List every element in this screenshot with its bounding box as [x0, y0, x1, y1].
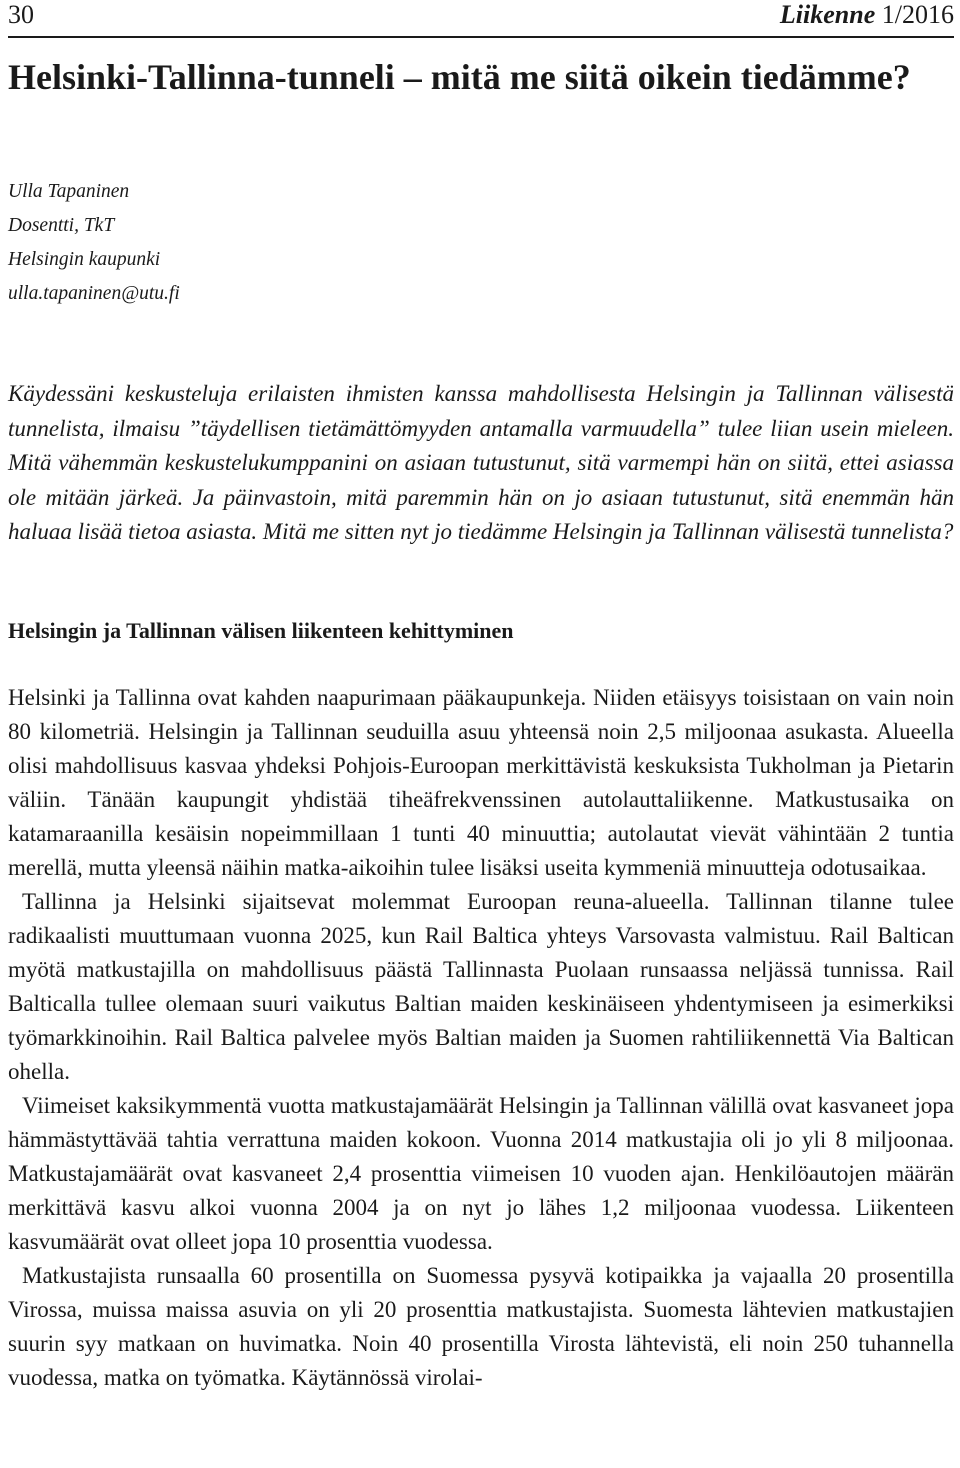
journal-issue	[780, 0, 954, 30]
body-paragraph: Tallinna ja Helsinki sijaitsevat molemmat Euroopan reuna-alueella. Tallinnan tilanne tulee radikaalisti muuttumaan vuonna 2025, kun Rail Baltica yhteys Varsovasta valmistuu. Rail Baltican myötä matkustajilla on mahdollisuus päästä Tallinnasta Puolaan runsaassa neljässä tunnissa. Rail Balticalla tullee olemaan suuri vaikutus Baltian maiden keskinäiseen yhdentymiseen ja esimerkiksi työmarkkinoihin. Rail Baltica palvelee myös Baltian maiden ja Suomen rahtiliikennettä Via Baltican ohella.	[8, 889, 954, 1084]
body-paragraph: Viimeiset kaksikymmentä vuotta matkustajamäärät Helsingin ja Tallinnan välillä ovat kasvaneet jopa hämmästyttävää tahtia verrattuna maiden kokoon. Vuonna 2014 matkustajia oli jo yli 8 miljoonaa. Matkustajamäärät ovat kasvaneet 2,4 prosenttia viimeisen 10 vuoden ajan. Henkilöautojen määrän merkittävä kasvu alkoi vuonna 2004 ja on nyt jo lähes 1,2 miljoonaa vuodessa. Liikenteen kasvumäärät ovat olleet jopa 10 prosenttia vuodessa.	[8, 1093, 954, 1254]
journal-name: Liikenne	[779, 0, 876, 29]
abstract: Käydessäni keskusteluja erilaisten ihmisten kanssa mahdollisesta Helsingin ja Tallinnan välisestä tunnelista, ilmaisu ”täydellisen tietämättömyyden antamalla varmuudella” tulee liian usein mieleen. Mitä vähemmän keskustelukumppanini on asiaan tutustunut, sitä varmempi hän on siitä, ettei asiassa ole mitään järkeä. Ja päinvastoin, mitä paremmin hän on jo asiaan tutustunut, sitä enemmän hän haluaa lisää tietoa asiasta. Mitä me sitten nyt jo tiedämme Helsingin ja Tallinnan välisestä tunnelista?	[8, 381, 954, 544]
body-paragraph: Helsinki ja Tallinna ovat kahden naapurimaan pääkaupunkeja. Niiden etäisyys toisistaan on vain noin 80 kilometriä. Helsingin ja Tallinnan seuduilla asuu yhteensä noin 2,5 miljoonaa asukasta. Alueella olisi mahdollisuus kasvaa yhdeksi Pohjois-Euroopan merkittävistä keskuksista Tukholman ja Pietarin väliin. Tänään kaupungit yhdistää tiheäfrekvenssinen autolauttaliikenne. Matkustusaika on katamaraanilla kesäisin nopeimmillaan 1 tunti 40 minuuttia; autolautat vievät vähintään 2 tuntia merellä, mutta yleensä näihin matka-aikoihin tulee lisäksi useita kymmeniä minuutteja odotusaikaa.	[8, 685, 954, 880]
article-title: Helsinki-Tallinna-tunneli – mitä me siitä oikein tiedämme?	[8, 57, 911, 97]
author-byline	[8, 175, 180, 311]
article-body	[8, 681, 954, 1395]
author-title: Dosentti, TkT	[8, 215, 115, 236]
section-heading: Helsingin ja Tallinnan välisen liikenteen kehittyminen	[8, 618, 514, 643]
page-number: 30	[8, 0, 34, 29]
author-email: ulla.tapaninen@utu.fi	[8, 283, 180, 304]
issue-number: 1/2016	[881, 0, 954, 29]
body-paragraph: Matkustajista runsaalla 60 prosentilla on Suomessa pysyvä kotipaikka ja vajaalla 20 prosentilla Virossa, muissa maissa asuvia on yli 20 prosenttia matkustajista. Suomesta lähtevien matkustajien suurin syy matkaan on huvimatka. Noin 40 prosentilla Virosta lähtevistä, eli noin 250 tuhannella vuodessa, matka on työmatka. Käytännössä virolai-	[8, 1263, 954, 1390]
running-head	[8, 0, 954, 38]
author-organization: Helsingin kaupunki	[8, 249, 161, 270]
author-name: Ulla Tapaninen	[8, 181, 130, 202]
